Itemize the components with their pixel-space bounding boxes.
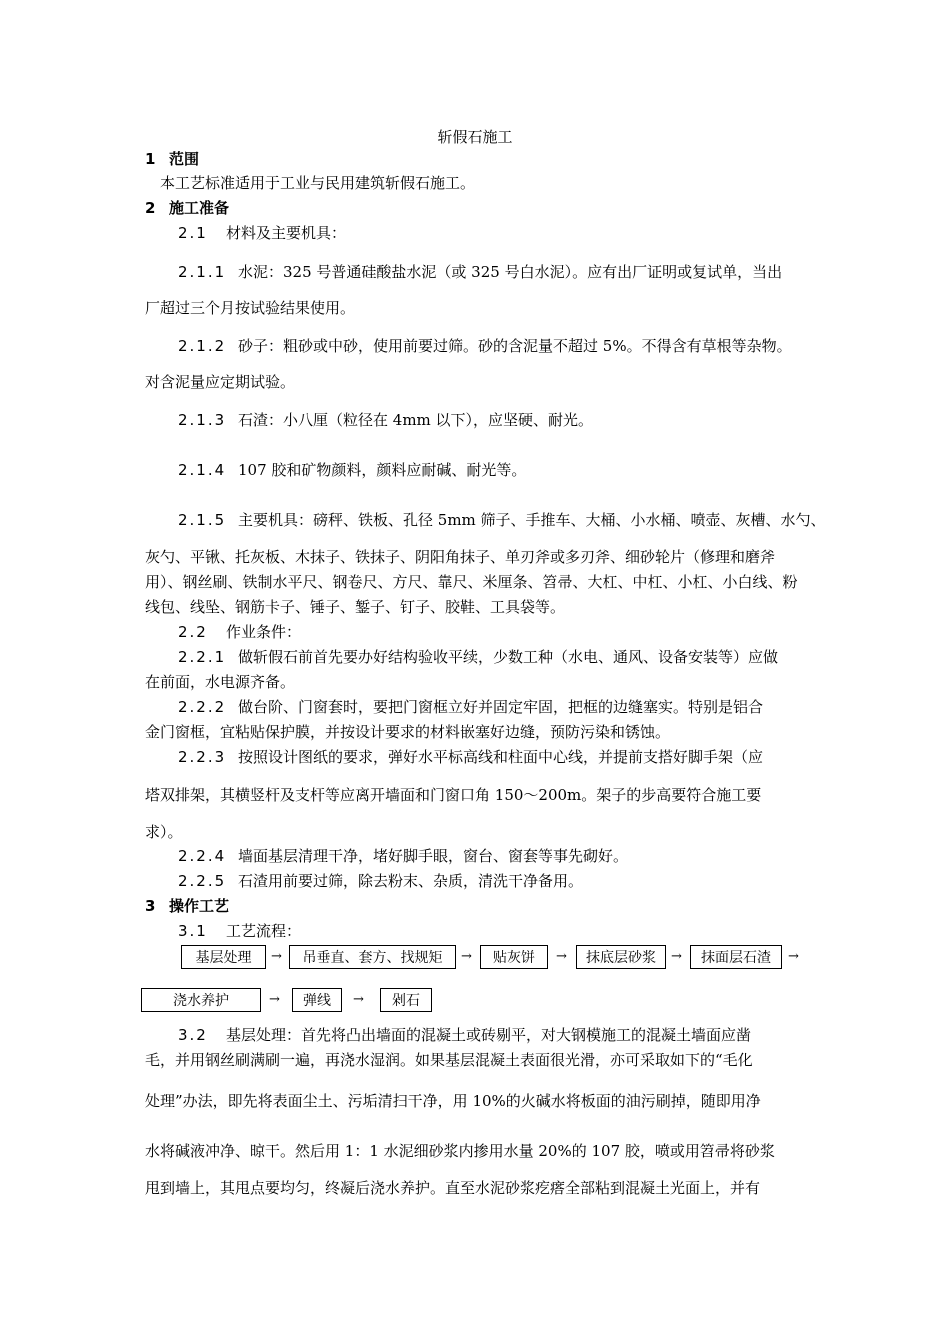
item-2-1-2-cont: 对含泥量应定期试验。	[145, 373, 296, 391]
item-number: 2.1.1	[178, 263, 227, 281]
item-2-1-2	[178, 336, 792, 356]
subsection-3-1	[178, 921, 301, 941]
flow-arrow: →	[461, 949, 472, 964]
item-2-2-2-cont: 金门窗框，宜粘贴保护膜，并按设计要求的材料嵌塞好边缝，预防污染和锈蚀。	[145, 723, 671, 741]
item-text: 作业条件：	[226, 623, 302, 641]
section-title: 施工准备	[169, 199, 230, 217]
item-2-2-3	[178, 747, 763, 767]
item-2-1-3	[178, 410, 593, 430]
item-text: 做斩假石前首先要办好结构验收平续，少数工种（水电、通风、设备安装等）应做	[238, 648, 779, 666]
item-number: 2.2.5	[178, 872, 227, 890]
item-2-1-5-cont: 灰勺、平锹、托灰板、木抹子、铁抹子、阴阳角抹子、单刃斧或多刃斧、细砂轮片（修理和磨斧	[145, 548, 776, 566]
flow-arrow: →	[269, 992, 280, 1007]
flow-step-snap-line: 弹线	[292, 988, 342, 1012]
section-number: 3	[145, 897, 156, 915]
item-2-1-1	[178, 262, 782, 282]
item-2-2-1	[178, 647, 778, 667]
flow-arrow: →	[353, 992, 364, 1007]
section-title: 操作工艺	[169, 897, 230, 915]
item-3-2-cont: 毛，并用钢丝刷满刷一遍，再浇水湿润。如果基层混凝土表面很光滑，亦可采取如下的“毛化	[145, 1051, 753, 1069]
item-2-1-4	[178, 460, 526, 480]
item-3-2-cont: 甩到墙上，其甩点要均匀，终凝后浇水养护。直至水泥砂浆疙瘩全部粘到混凝土光面上，并有	[145, 1179, 761, 1197]
item-number: 2.2.4	[178, 847, 227, 865]
item-2-1-1-cont: 厂超过三个月按试验结果使用。	[145, 299, 356, 317]
item-2-2-2	[178, 697, 763, 717]
item-number: 2.1.2	[178, 337, 227, 355]
section-2-heading	[145, 198, 229, 218]
item-number: 2.2.3	[178, 748, 227, 766]
item-2-2-1-cont: 在前面，水电源齐备。	[145, 673, 296, 691]
item-number: 2.2	[178, 623, 208, 641]
item-number: 3.2	[178, 1026, 208, 1044]
item-text: 墙面基层清理干净，堵好脚手眼，窗台、窗套等事先砌好。	[238, 847, 629, 865]
item-3-2-cont: 处理”办法，即先将表面尘土、污垢清扫干净，用 10%的火碱水将板面的油污刷掉，随即用净	[145, 1092, 761, 1110]
item-2-1-5-cont: 用）、钢丝刷、铁制水平尺、钢卷尺、方尺、靠尺、米厘条、笤帚、大杠、中杠、小杠、小白线、粉	[145, 573, 798, 591]
subsection-2-1	[178, 223, 346, 243]
item-number: 2.1	[178, 224, 208, 242]
item-2-1-5-cont: 线包、线坠、钢筋卡子、锤子、錾子、钉子、胶鞋、工具袋等。	[145, 598, 566, 616]
item-text: 工艺流程：	[226, 922, 302, 940]
flow-step-plumb-square: 吊垂直、套方、找规矩	[289, 945, 456, 969]
item-2-2-3-cont: 塔双排架，其横竖杆及支杆等应离开墙面和门窗口角 150～200m。架子的步高要符合施工要	[145, 786, 762, 804]
item-text: 水泥：325 号普通硅酸盐水泥（或 325 号白水泥）。应有出厂证明或复试单，当出	[238, 263, 783, 281]
section-1-text: 本工艺标准适用于工业与民用建筑斩假石施工。	[160, 174, 476, 192]
item-text: 按照设计图纸的要求，弹好水平标高线和柱面中心线，并提前支搭好脚手架（应	[238, 748, 764, 766]
item-2-1-5	[178, 510, 826, 530]
page-title: 斩假石施工	[437, 128, 513, 146]
item-text: 做台阶、门窗套时，要把门窗框立好并固定牢固，把框的边缝塞实。特别是铝合	[238, 698, 764, 716]
item-number: 2.1.3	[178, 411, 227, 429]
item-number: 2.2.2	[178, 698, 227, 716]
section-number: 2	[145, 199, 156, 217]
flow-arrow: →	[788, 949, 799, 964]
flow-arrow: →	[271, 949, 282, 964]
item-number: 2.1.5	[178, 511, 227, 529]
item-3-2	[178, 1025, 751, 1045]
flow-step-plaster-cake: 贴灰饼	[480, 945, 548, 969]
item-number: 2.2.1	[178, 648, 227, 666]
item-text: 107 胶和矿物颜料，颜料应耐碱、耐光等。	[238, 461, 527, 479]
section-number: 1	[145, 150, 156, 168]
item-3-2-cont: 水将碱液冲净、晾干。然后用 1：1 水泥细砂浆内掺用水量 20%的 107 胶，喷或用笤帚将砂浆	[145, 1142, 775, 1160]
item-text: 材料及主要机具：	[226, 224, 347, 242]
item-2-2-4	[178, 846, 628, 866]
subsection-2-2	[178, 622, 301, 642]
item-text: 石渣用前要过筛，除去粉末、杂质，清洗干净备用。	[238, 872, 584, 890]
item-2-2-3-cont: 求）。	[145, 823, 183, 841]
flow-step-surface-slag: 抹面层石渣	[690, 945, 782, 969]
flow-arrow: →	[671, 949, 682, 964]
item-2-2-5	[178, 871, 583, 891]
flow-step-base-mortar: 抹底层砂浆	[576, 945, 666, 969]
item-text: 石渣：小八厘（粒径在 4mm 以下），应坚硬、耐光。	[238, 411, 594, 429]
item-text: 砂子：粗砂或中砂，使用前要过筛。砂的含泥量不超过 5%。不得含有草根等杂物。	[238, 337, 792, 355]
section-1-heading	[145, 149, 199, 169]
flow-arrow: →	[556, 949, 567, 964]
section-3-heading	[145, 896, 229, 916]
item-text: 主要机具：磅秤、铁板、孔径 5mm 筛子、手推车、大桶、小水桶、喷壶、灰槽、水勺、	[238, 511, 826, 529]
section-title: 范围	[169, 150, 200, 168]
item-text: 基层处理：首先将凸出墙面的混凝土或砖剔平，对大钢模施工的混凝土墙面应凿	[226, 1026, 752, 1044]
item-number: 2.1.4	[178, 461, 227, 479]
item-number: 3.1	[178, 922, 208, 940]
flow-step-chisel-stone: 剁石	[380, 988, 432, 1012]
flow-step-base-treatment: 基层处理	[181, 945, 266, 969]
flow-step-water-curing: 浇水养护	[141, 988, 261, 1012]
